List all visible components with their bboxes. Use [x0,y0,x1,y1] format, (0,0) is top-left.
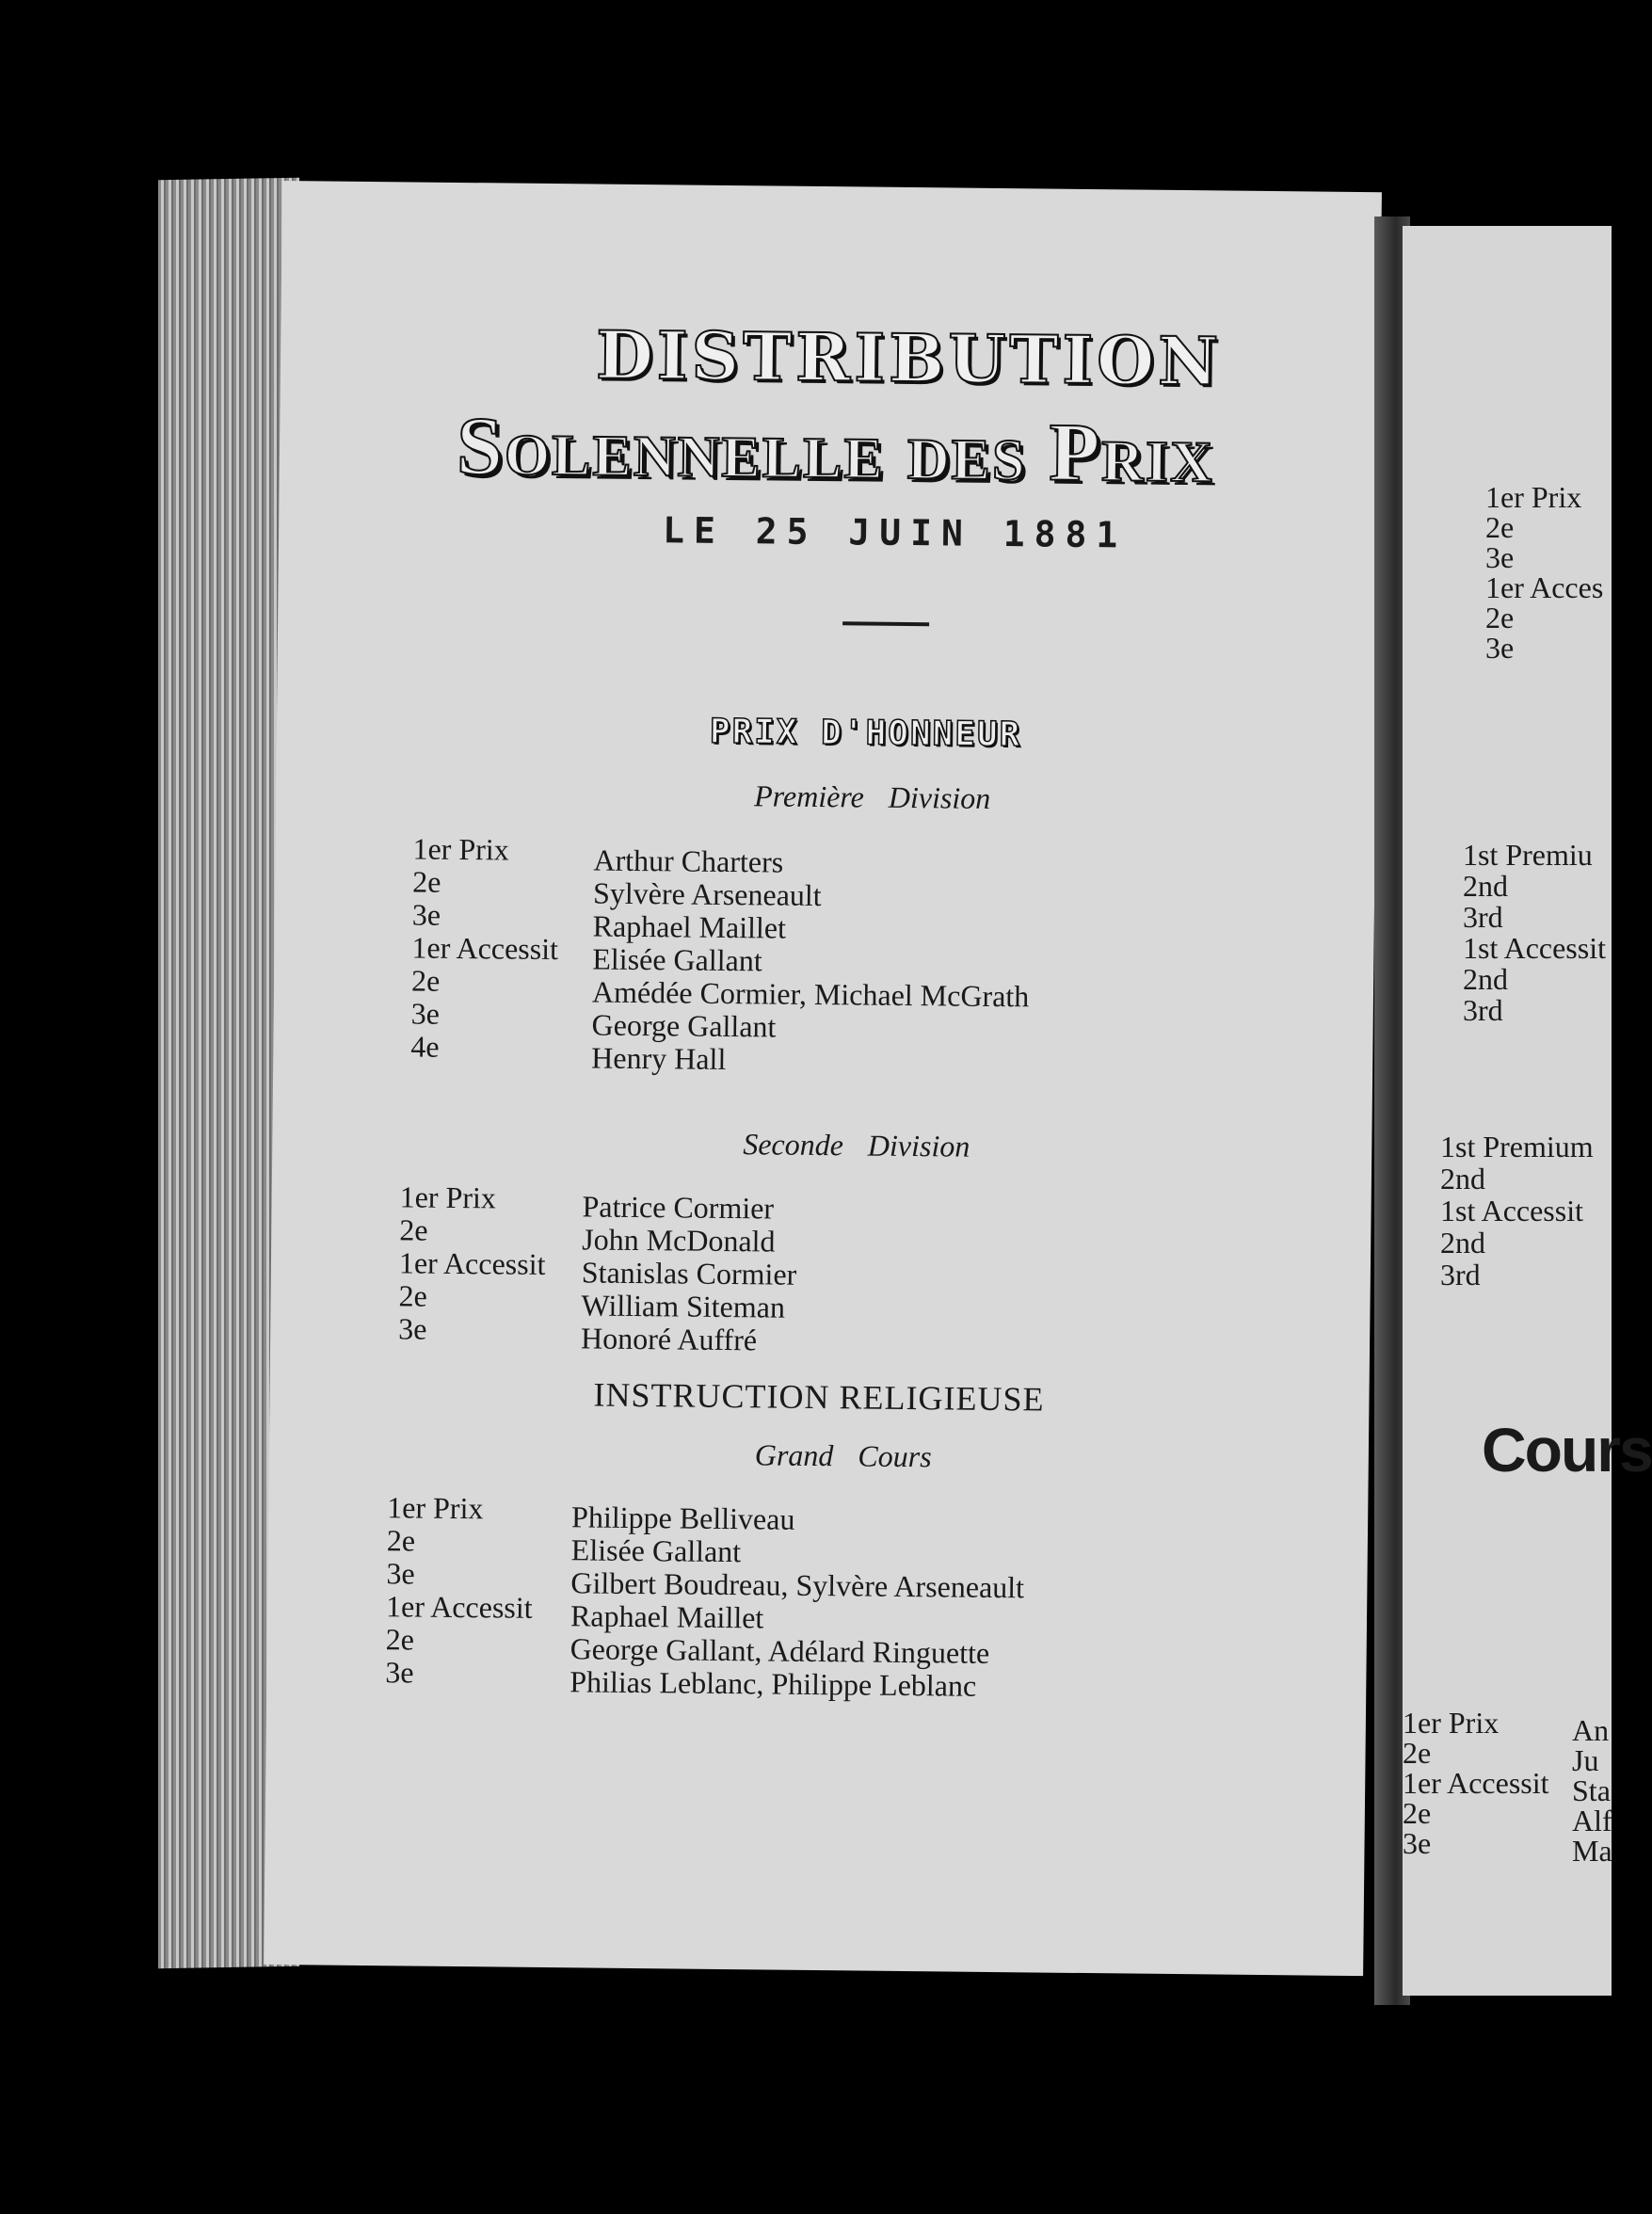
winner-names: Philippe Belliveau [570,1500,795,1536]
rank-label: 3e [385,1655,414,1690]
rank-label: 2e [386,1523,416,1558]
rank-label: 3e [398,1311,427,1346]
winner-names: Raphael Maillet [592,908,787,945]
winner-names: Arthur Charters [593,842,784,879]
section-seconde-division: Seconde Division [743,1127,970,1163]
right-winner-name: An [1572,1713,1610,1747]
rank-label: 3e [411,897,441,932]
right-rank-label: 3rd [1463,900,1503,934]
section-grand-cours: Grand Cours [754,1437,932,1474]
rank-label: 3e [386,1556,415,1591]
title-distribution: DISTRIBUTION [595,315,1223,401]
right-rank-label: 3rd [1463,993,1503,1027]
right-rank-label: 1er Accessit [1403,1766,1549,1800]
title-solennelle: Solennelle des Prix [456,400,1215,501]
rank-label: 2e [399,1212,428,1247]
section-prix-honneur-heading: PRIX D'HONNEUR [709,712,1022,755]
winner-names: Elisée Gallant [570,1532,742,1569]
winner-names: Gilbert Boudreau, Sylvère Arseneault [570,1565,1025,1605]
right-winner-name: Alf [1572,1804,1612,1837]
winner-names: Amédée Cormier, Michael McGrath [591,974,1030,1014]
section-instruction-religieuse-heading: INSTRUCTION RELIGIEUSE [593,1375,1045,1419]
winner-names: Philias Leblanc, Philippe Leblanc [569,1664,977,1703]
right-rank-label: 1st Premium [1440,1130,1594,1163]
right-rank-label: 2e [1485,510,1515,544]
right-rank-label: 2nd [1463,869,1508,903]
section-premiere-division: Première Division [753,778,991,815]
winner-names: Raphael Maillet [569,1598,764,1635]
rank-label: 2e [398,1278,427,1313]
rank-label: 1er Accessit [385,1589,533,1625]
winner-names: George Gallant, Adélard Ringuette [569,1631,990,1670]
right-rank-label: 1st Premiu [1463,838,1593,872]
right-winner-name: Ju [1572,1743,1599,1777]
right-winner-name: Ma [1572,1834,1612,1868]
winner-names: Sylvère Arseneault [592,875,822,913]
rank-label: 1er Prix [387,1490,484,1526]
right-rank-label: 2e [1485,601,1515,634]
right-rank-label: 1st Accessit [1463,931,1606,965]
right-winner-name: Sta [1572,1773,1611,1807]
right-page [1403,226,1652,1996]
winner-names: George Gallant [591,1007,777,1044]
right-rank-label: 2e [1403,1796,1432,1830]
winner-names: Elisée Gallant [592,941,762,978]
right-rank-label: 2nd [1463,962,1508,996]
right-rank-label: 2nd [1440,1162,1485,1195]
rank-label: 1er Prix [412,831,509,867]
rank-label: 2e [412,864,441,899]
right-rank-label: 1st Accessit [1440,1194,1583,1227]
right-rank-label: 1er Prix [1403,1706,1500,1740]
right-rank-label: 1er Acces [1485,570,1604,604]
rank-label: 2e [385,1622,415,1657]
right-rank-label: 3e [1485,540,1515,574]
winner-names: William Siteman [581,1288,786,1324]
left-page [264,181,1382,1976]
rank-label: 1er Prix [399,1179,497,1215]
right-rank-label: 2e [1403,1736,1432,1770]
winner-names: Stanislas Cormier [581,1255,797,1292]
title-date: LE 25 JUIN 1881 [662,509,1128,556]
winner-names: Henry Hall [591,1040,727,1076]
right-rank-label: 3e [1485,631,1515,665]
rank-label: 2e [410,963,441,998]
winner-names: Patrice Cormier [582,1189,775,1226]
right-rank-label: 2nd [1440,1226,1485,1259]
title-rule [842,621,929,626]
right-rank-label: 1er Prix [1485,480,1582,514]
right-rank-label: 3e [1403,1826,1432,1860]
rank-label: 1er Accessit [411,930,559,967]
winner-names: Honoré Auffré [580,1321,758,1357]
right-rank-label: 3rd [1440,1258,1481,1292]
right-cours-heading: Cours [1482,1415,1652,1484]
rank-label: 1er Accessit [398,1245,546,1281]
winner-names: John McDonald [582,1222,776,1259]
rank-label: 3e [410,996,441,1031]
rank-label: 4e [410,1029,440,1064]
